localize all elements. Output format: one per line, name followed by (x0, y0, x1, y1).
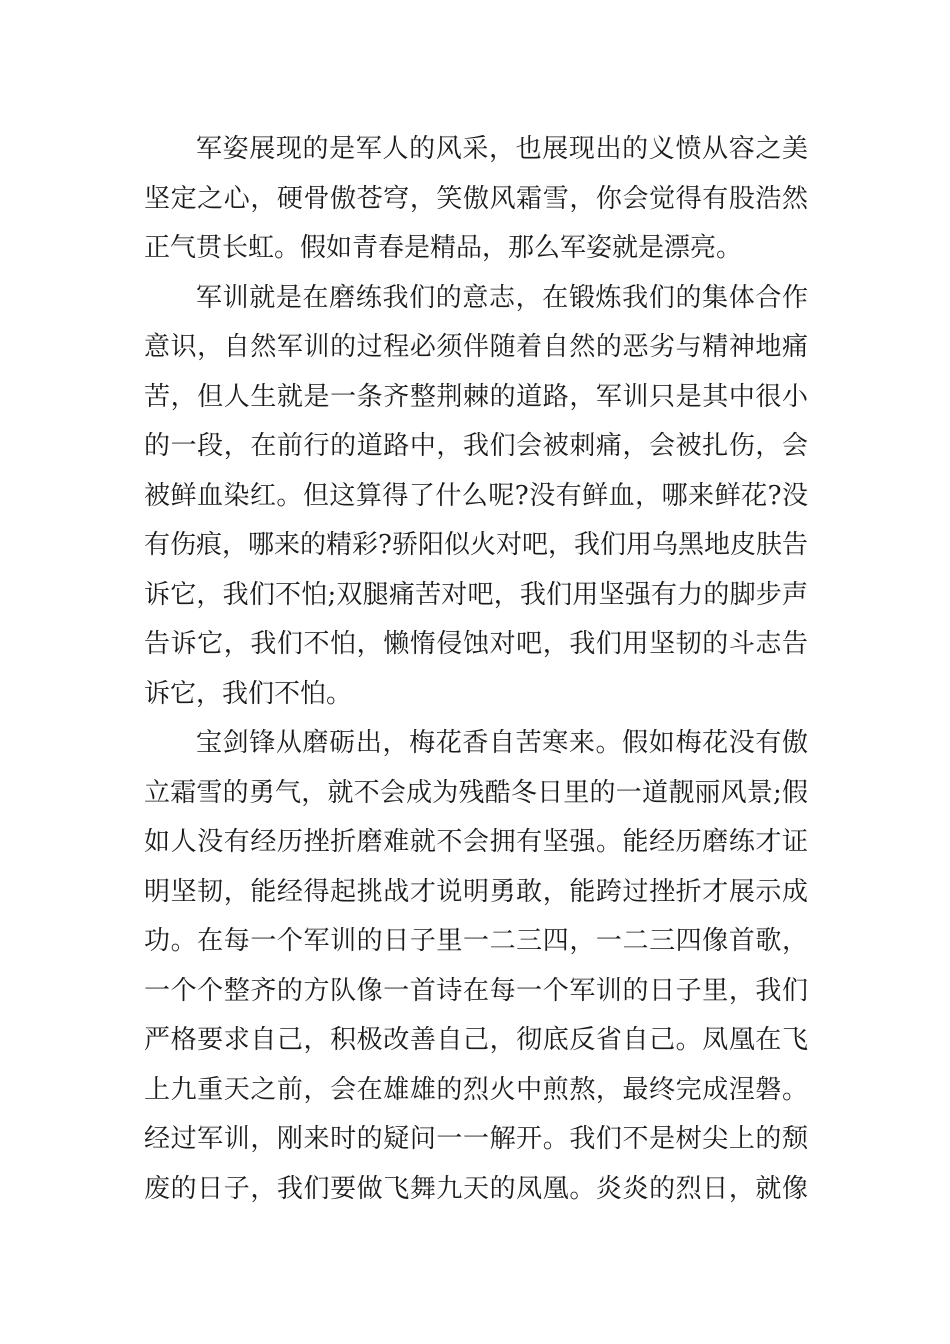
text-line: 宝剑锋从磨砺出，梅花香自苦寒来。假如梅花没有傲 (196, 728, 808, 758)
text-line: 告诉它，我们不怕，懒惰侵蚀对吧，我们用坚韧的斗志告 (144, 629, 808, 659)
text-line: 军姿展现的是军人的风采，也展现出的义愤从容之美 (196, 134, 808, 164)
text-line: 功。在每一个军训的日子里一二三四，一二三四像首歌， (144, 926, 808, 956)
body-text (144, 125, 808, 1214)
text-line: 有伤痕，哪来的精彩?骄阳似火对吧，我们用乌黑地皮肤告 (144, 530, 808, 560)
text-line: 严格要求自己，积极改善自己，彻底反省自己。凤凰在飞 (144, 1025, 808, 1055)
text-line: 经过军训，刚来时的疑问一一解开。我们不是树尖上的颓 (144, 1124, 808, 1154)
text-line: 军训就是在磨练我们的意志，在锻炼我们的集体合作 (196, 282, 808, 313)
text-line: 的一段，在前行的道路中，我们会被刺痛，会被扎伤，会 (144, 431, 808, 461)
text-line: 正气贯长虹。假如青春是精品，那么军姿就是漂亮。 (144, 233, 743, 263)
text-line: 诉它，我们不怕;双腿痛苦对吧，我们用坚强有力的脚步声 (144, 579, 808, 610)
text-line: 废的日子，我们要做飞舞九天的凤凰。炎炎的烈日，就像 (144, 1173, 808, 1204)
text-line: 明坚韧，能经得起挑战才说明勇敢，能跨过挫折才展示成 (144, 876, 808, 907)
text-line: 诉它，我们不怕。 (144, 678, 353, 709)
text-line: 被鲜血染红。但这算得了什么呢?没有鲜血，哪来鲜花?没 (144, 480, 808, 511)
text-line: 意识，自然军训的过程必须伴随着自然的恶劣与精神地痛 (144, 332, 808, 362)
text-line: 苦，但人生就是一条齐整荆棘的道路，军训只是其中很小 (144, 381, 808, 412)
text-line: 一个个整齐的方队像一首诗在每一个军训的日子里，我们 (144, 975, 808, 1006)
text-line: 如人没有经历挫折磨难就不会拥有坚强。能经历磨练才证 (144, 827, 808, 857)
text-line: 上九重天之前，会在雄雄的烈火中煎熬，最终完成涅磐。 (144, 1074, 808, 1105)
text-line: 立霜雪的勇气，就不会成为残酷冬日里的一道靓丽风景;假 (144, 777, 808, 808)
text-line: 坚定之心，硬骨傲苍穹，笑傲风霜雪，你会觉得有股浩然 (144, 183, 808, 214)
